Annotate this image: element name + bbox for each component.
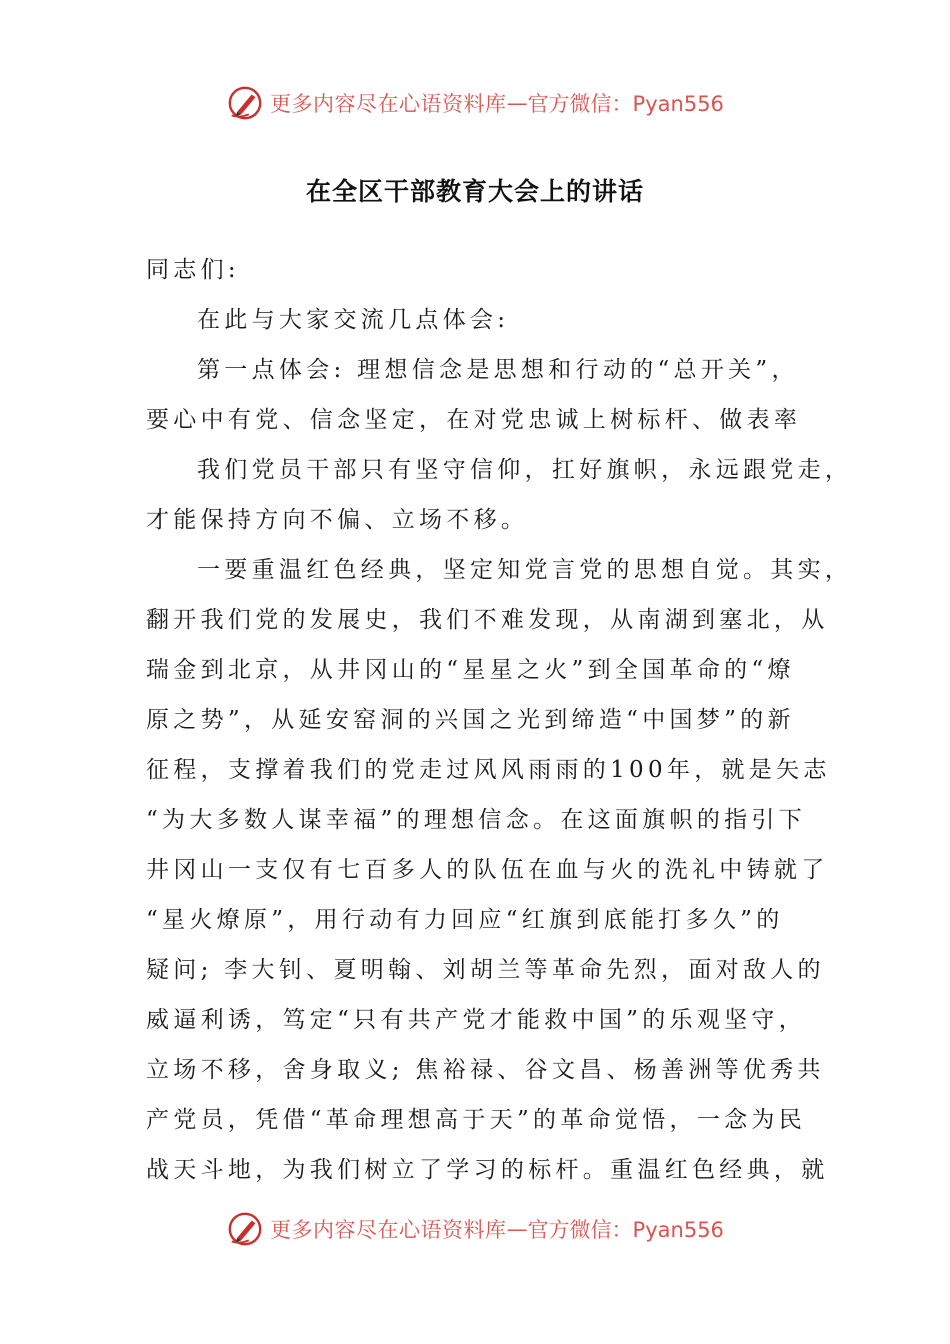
body-line: “星火燎原”，用行动有力回应“红旗到底能打多久”的 [146,907,784,933]
pen-logo-icon [226,1210,264,1248]
body-line: 威逼利诱，笃定“只有共产党才能救中国”的乐观坚守， [146,1007,807,1033]
body-line: 井冈山一支仅有七百多人的队伍在血与火的洗礼中铸就了 [146,857,829,883]
body-line: 战天斗地，为我们树立了学习的标杆。重温红色经典，就 [146,1157,829,1183]
banner-wechat-text: 官方微信：Pyan556 [527,92,724,116]
banner-brand-text: 更多内容尽在心语资料库 [270,92,507,116]
body-line: 第一点体会: 理想信念是思想和行动的“总开关”， [197,357,799,383]
body-line: 在此与大家交流几点体会: [197,307,510,333]
body-line-salutation: 同志们: [146,257,240,283]
body-line: 瑞金到北京，从井冈山的“星星之火”到全国革命的“燎 [146,657,795,683]
banner-separator: — [506,1217,528,1241]
body-line: 原之势”，从延安窑洞的兴国之光到缔造“中国梦”的新 [146,707,795,733]
body-line: 翻开我们党的发展史，我们不难发现，从南湖到塞北，从 [146,607,829,633]
document-title: 在全区干部教育大会上的讲话 [305,177,644,206]
body-line: 产党员，凭借“革命理想高于天”的革命觉悟，一念为民 [146,1107,807,1133]
body-line: 我们党员干部只有坚守信仰，扛好旗帜，永远跟党走， [197,457,853,483]
body-line: “为大多数人谋幸福”的理想信念。在这面旗帜的指引下 [146,807,807,833]
body-line: 立场不移，舍身取义; 焦裕禄、谷文昌、杨善洲等优秀共 [146,1057,825,1083]
body-line: 疑问; 李大钊、夏明翰、刘胡兰等革命先烈，面对敌人的 [146,957,825,983]
banner-separator: — [506,91,528,115]
body-line: 要心中有党、信念坚定，在对党忠诚上树标杆、做表率 [146,407,802,433]
footer-banner [0,1207,950,1251]
banner-wechat-text: 官方微信：Pyan556 [527,1218,724,1242]
body-line: 才能保持方向不偏、立场不移。 [146,507,529,533]
body-line: 征程，支撑着我们的党走过风风雨雨的100年，就是矢志 [146,757,831,783]
pen-logo-icon [226,84,264,122]
banner-brand-text: 更多内容尽在心语资料库 [270,1218,507,1242]
header-banner [0,81,950,125]
body-line: 一要重温红色经典，坚定知党言党的思想自觉。其实， [197,557,853,583]
